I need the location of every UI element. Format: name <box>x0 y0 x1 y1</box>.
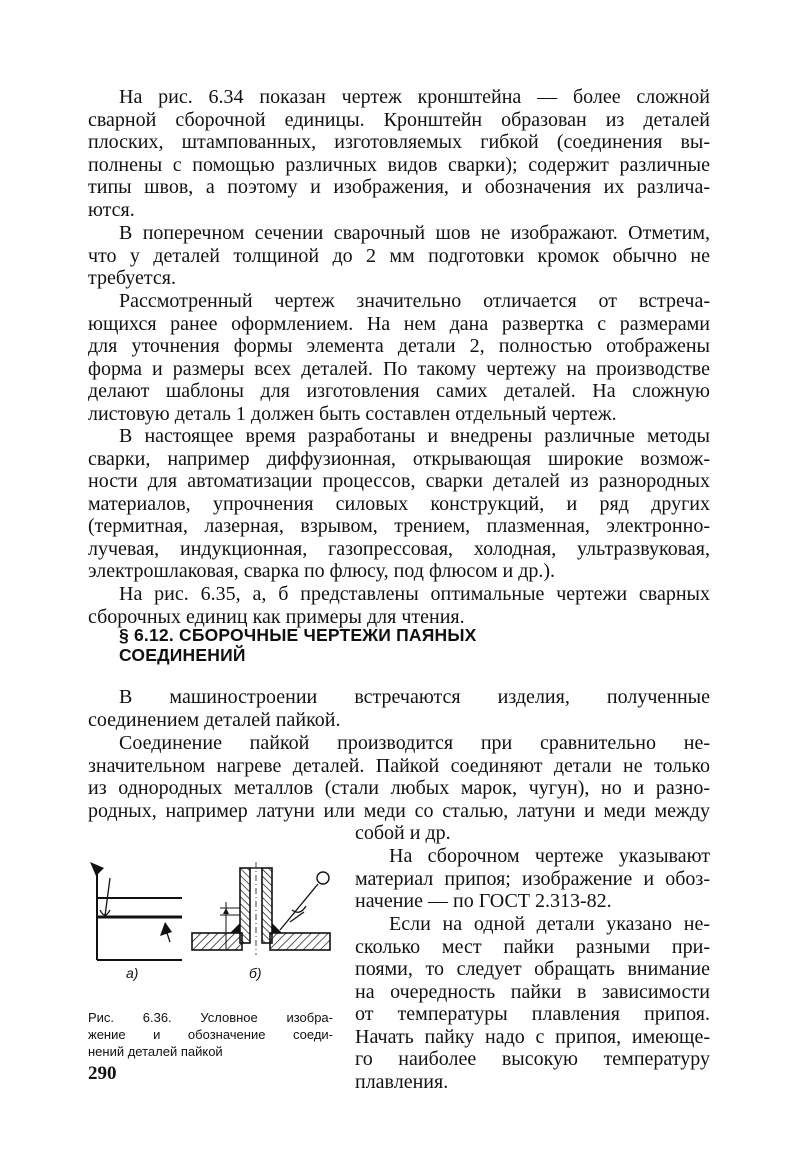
text-line: для уточнения формы элемента детали 2, полностью отображены <box>88 335 710 357</box>
paragraph-3 <box>88 290 710 425</box>
text-line: В машиностроении встречаются изделия, полученные <box>119 686 710 708</box>
text-line: В поперечном сечении сварочный шов не изображают. Отметим, <box>119 222 710 244</box>
figure-a-drawing <box>90 862 182 960</box>
section-paragraph-1 <box>88 686 710 731</box>
section-heading-line: СОЕДИНЕНИЙ <box>119 645 246 665</box>
figure-a-label: а) <box>126 965 139 981</box>
section-heading <box>119 625 599 665</box>
text-line: Начать пайку надо с припоя, имеюще- <box>355 1025 710 1048</box>
text-line: из однородных металлов (стали любых марок, чугун), но и разно- <box>88 777 710 799</box>
text-line: электрошлаковая, сварка по флюсу, под флюсом и др.). <box>88 560 556 582</box>
caption-line: жение и обозначение соеди- <box>88 1027 333 1042</box>
caption-line: нений деталей пайкой <box>88 1044 223 1059</box>
text-line: материал припоя; изображение и обоз- <box>355 867 710 890</box>
text-line: начение — по ГОСТ 2.313-82. <box>355 890 612 912</box>
text-line: На сборочном чертеже указывают <box>389 845 710 867</box>
text-line: сварной сборочной единицы. Кронштейн образован из деталей <box>88 108 710 131</box>
text-line: значительном нагреве деталей. Пайкой соединяют детали не только <box>88 754 710 777</box>
text-line: собой и др. <box>355 822 451 844</box>
caption-line: Рис. 6.36. Условное изобра- <box>88 1010 333 1025</box>
text-line: сборочных единиц как примеры для чтения. <box>88 605 465 628</box>
text-line: В настоящее время разработаны и внедрены различные методы <box>119 425 710 447</box>
right-column <box>355 822 710 845</box>
paragraph-2 <box>88 222 710 290</box>
text-line: го наиболее высокую температуру <box>355 1048 710 1070</box>
text-line: родных, например латуни или меди со сталью, латуни и меди между <box>88 799 710 822</box>
text-line: на очередность пайки в зависимости <box>355 980 710 1003</box>
text-line: плавления. <box>355 1070 449 1093</box>
text-line: плоских, штампованных, изготовляемых гибкой (соединения вы- <box>88 131 710 153</box>
text-line: требуется. <box>88 267 176 289</box>
section-heading-line: § 6.12. СБОРОЧНЫЕ ЧЕРТЕЖИ ПАЯНЫХ <box>119 625 477 645</box>
text-line: полнены с помощью различных видов сварки); содержит различные <box>88 153 710 176</box>
paragraph-1 <box>88 86 710 221</box>
section-paragraph-2 <box>88 732 710 822</box>
text-line: от температуры плавления припоя. <box>355 1003 710 1025</box>
text-line: сколько мест пайки разными при- <box>355 935 710 958</box>
figure-b-label: б) <box>249 965 262 981</box>
text-line: делают шаблоны для изготовления самих деталей. На сложную <box>88 380 710 402</box>
text-line: форма и размеры всех деталей. По такому чертежу на производстве <box>88 357 710 380</box>
paragraph-4 <box>88 425 710 583</box>
text-line: На рис. 6.35, а, б представлены оптимальные чертежи сварных <box>119 583 710 605</box>
text-line: что у деталей толщиной до 2 мм подготовки кромок обычно не <box>88 244 710 267</box>
page-number: 290 <box>88 1063 117 1084</box>
text-line: ются. <box>88 198 135 221</box>
text-line: Соединение пайкой производится при сравнительно не- <box>119 732 710 754</box>
right-column-paragraph-2 <box>355 913 710 1093</box>
text-line: листовую деталь 1 должен быть составлен отдельный чертеж. <box>88 402 617 425</box>
text-line: материалов, упрочнения силовых конструкций, и ряд других <box>88 492 710 515</box>
solder-joint-figure <box>80 850 345 980</box>
right-column-paragraph-1 <box>355 845 710 913</box>
text-line: соединением деталей пайкой. <box>88 708 341 731</box>
text-line: ности для автоматизации процессов, сварки деталей из разнородных <box>88 470 710 492</box>
text-line: (термитная, лазерная, взрывом, трением, плазменная, электронно- <box>88 515 710 537</box>
paragraph-5 <box>88 583 710 628</box>
text-line: На рис. 6.34 показан чертеж кронштейна — более сложной <box>119 86 710 108</box>
text-line: сварки, например диффузионная, открывающая широкие возмож- <box>88 447 710 470</box>
text-line: ющихся ранее оформлением. На нем дана развертка с размерами <box>88 312 710 335</box>
text-line: поями, то следует обращать внимание <box>355 958 710 980</box>
text-line: Если на одной детали указано не- <box>389 913 710 935</box>
text-line: типы швов, а поэтому и изображения, и обозначения их различа- <box>88 176 710 198</box>
figure-caption <box>88 1009 333 1060</box>
figure-b-drawing <box>192 862 330 955</box>
text-line: Рассмотренный чертеж значительно отличается от встреча- <box>119 290 710 312</box>
text-line: лучевая, индукционная, газопрессовая, холодная, ультразвуковая, <box>88 537 710 560</box>
